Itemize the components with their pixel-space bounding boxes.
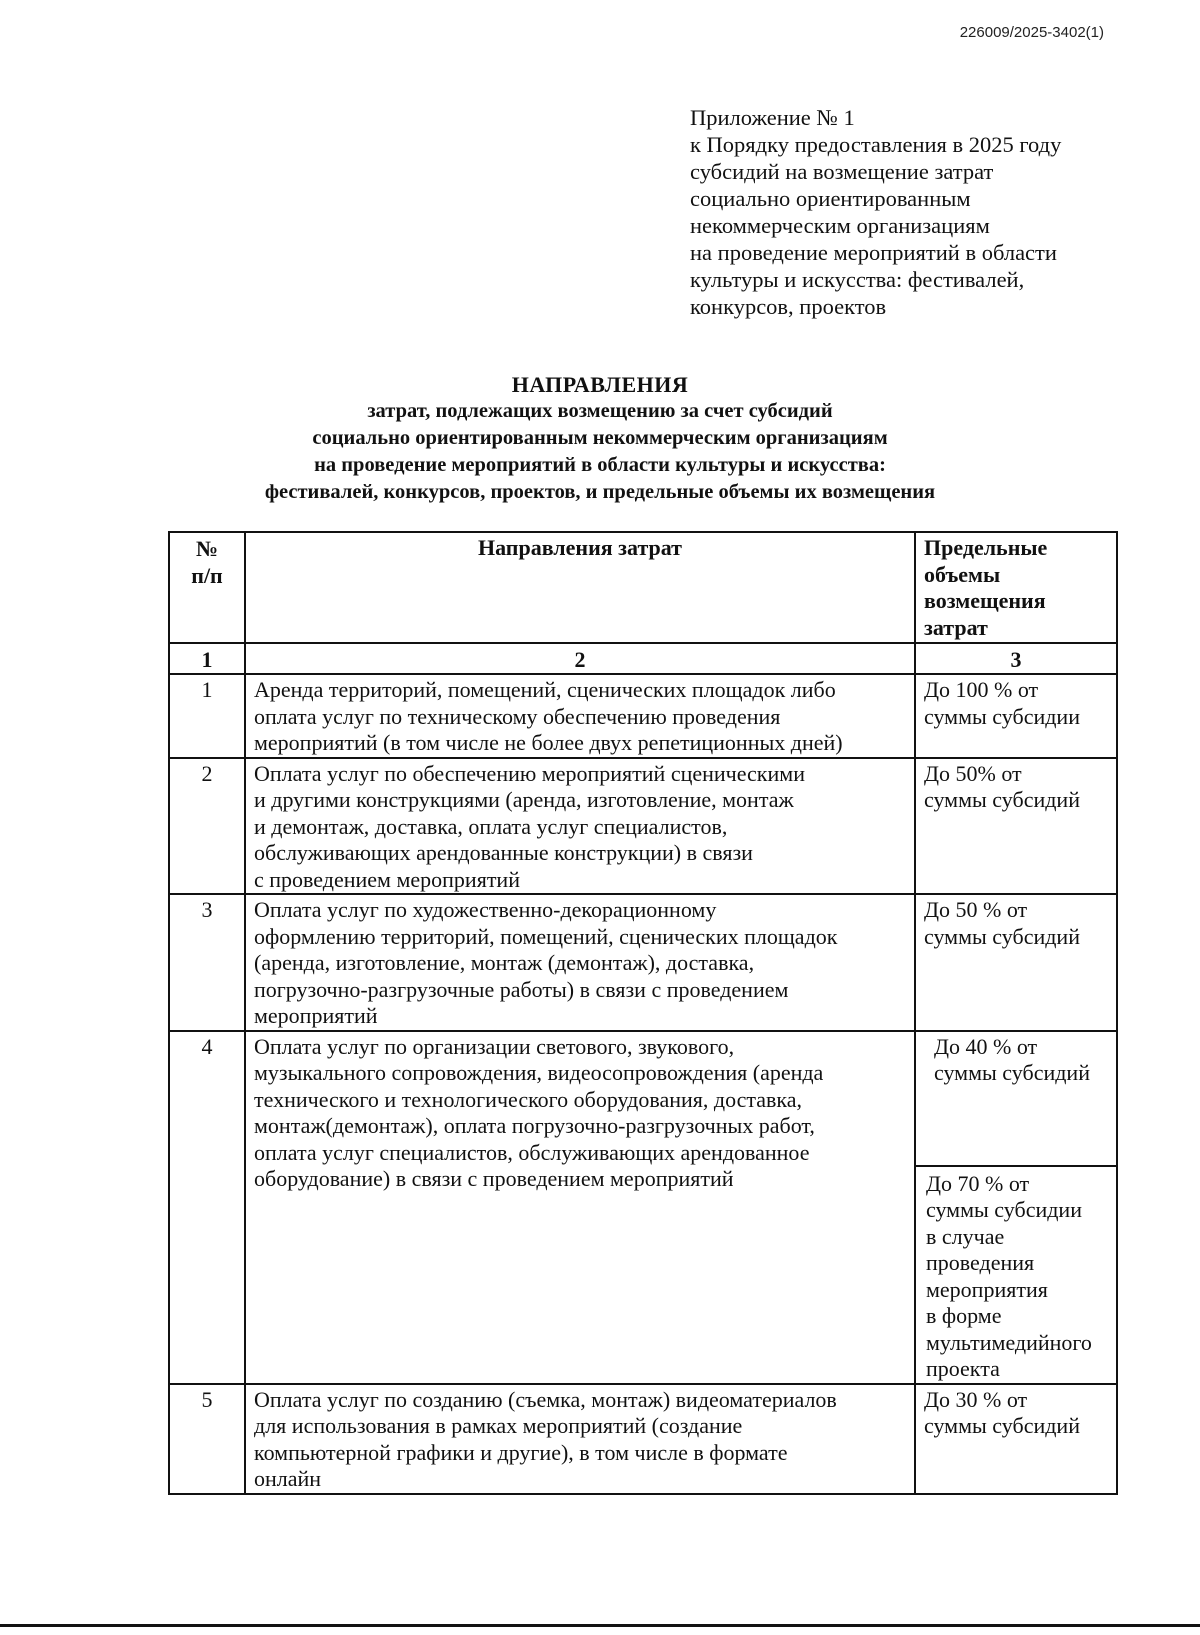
limit-line: суммы субсидии (924, 703, 1080, 729)
document-title (0, 371, 1200, 506)
table-row (169, 1031, 1117, 1384)
direction-line: Оплата услуг по созданию (съемка, монтаж) видеоматериалов (254, 1386, 837, 1412)
direction-line: с проведением мероприятий (254, 866, 520, 892)
row-direction (245, 894, 915, 1031)
limit-line: в форме (926, 1303, 1002, 1328)
limit-line: До 50% от (924, 760, 1022, 786)
row-direction (245, 1384, 915, 1494)
annex-line: на проведение мероприятий в области (690, 240, 1057, 265)
column-number: 3 (915, 643, 1117, 674)
direction-line: (аренда, изготовление, монтаж (демонтаж), доставка, (254, 950, 755, 975)
row-limit (915, 1384, 1117, 1494)
document-registration-number: 226009/2025-3402(1) (959, 24, 1104, 41)
limit-line: До 30 % от (924, 1386, 1028, 1412)
table-row (169, 758, 1117, 895)
annex-line: конкурсов, проектов (690, 294, 887, 319)
limit-line: в случае (926, 1223, 1005, 1249)
header-limit-line: объемы (924, 561, 1001, 587)
table-row (169, 1384, 1117, 1494)
header-limit-line: затрат (924, 614, 988, 640)
table-header-row (169, 532, 1117, 643)
cost-directions-table (168, 531, 1118, 1495)
limit-line: мероприятия (926, 1276, 1048, 1302)
direction-line: компьютерной графики и другие), в том числе в формате (254, 1439, 788, 1465)
direction-line: и демонтаж, доставка, оплата услуг специалистов, (254, 813, 728, 839)
direction-line: онлайн (254, 1466, 322, 1491)
limit-line: суммы субсидий (924, 923, 1080, 949)
title-subline: фестивалей, конкурсов, проектов, и предельные объемы их возмещения (264, 481, 936, 503)
limit-line: суммы субсидии (926, 1197, 1082, 1222)
table-row (169, 674, 1117, 758)
annex-heading (690, 104, 1160, 320)
header-number-line: п/п (191, 563, 223, 588)
limit-line: До 70 % от (926, 1170, 1030, 1196)
direction-line: мероприятий (в том числе не более двух репетиционных дней) (254, 730, 843, 755)
direction-line: музыкального сопровождения, видеосопровождения (аренда (254, 1060, 824, 1085)
direction-line: монтаж(демонтаж), оплата погрузочно-разгрузочных работ, (254, 1113, 815, 1138)
row-number: 3 (169, 894, 245, 1031)
header-direction: Направления затрат (245, 532, 915, 643)
limit-line: суммы субсидий (924, 787, 1080, 812)
column-number-row (169, 643, 1117, 674)
header-number (169, 532, 245, 643)
direction-line: оплата услуг по техническому обеспечению проведения (254, 703, 781, 729)
limit-line: суммы субсидий (934, 1060, 1090, 1085)
row-number: 1 (169, 674, 245, 758)
row-limit (915, 674, 1117, 758)
direction-line: для использования в рамках мероприятий (создание (254, 1413, 743, 1438)
header-limit-line: возмещения (924, 588, 1046, 613)
direction-line: Оплата услуг по обеспечению мероприятий сценическими (254, 760, 805, 786)
column-number: 1 (169, 643, 245, 674)
direction-line: обслуживающих арендованные конструкции) в связи (254, 840, 753, 865)
annex-line: субсидий на возмещение затрат (690, 159, 994, 184)
row-limit (916, 1032, 1116, 1167)
row-limit-split (915, 1031, 1117, 1384)
annex-line: Приложение № 1 (690, 105, 855, 130)
limit-line: мультимедийного (926, 1329, 1092, 1355)
limit-line: До 100 % от (924, 677, 1039, 702)
direction-line: погрузочно-разгрузочные работы) в связи с проведением (254, 976, 789, 1002)
row-direction (245, 1031, 915, 1384)
row-limit (915, 758, 1117, 895)
row-limit-alternative (916, 1167, 1116, 1383)
limit-line: До 40 % от (934, 1033, 1038, 1059)
annex-line: некоммерческим организациям (690, 213, 990, 238)
direction-line: Оплата услуг по художественно-декорационному (254, 897, 717, 922)
header-number-line: № (195, 536, 219, 561)
header-limit-line: Предельные (924, 535, 1048, 560)
direction-line: Оплата услуг по организации светового, звукового, (254, 1033, 735, 1059)
row-limit (915, 894, 1117, 1031)
annex-line: социально ориентированным (690, 186, 971, 211)
title-subline: на проведение мероприятий в области культуры и искусства: (314, 454, 886, 476)
row-number: 4 (169, 1031, 245, 1384)
limit-line: До 50 % от (924, 897, 1028, 922)
limit-line: проведения (926, 1250, 1035, 1275)
direction-line: мероприятий (254, 1003, 378, 1028)
direction-line: оборудование) в связи с проведением мероприятий (254, 1166, 734, 1191)
direction-line: технического и технологического оборудования, доставка, (254, 1086, 803, 1112)
row-direction (245, 758, 915, 895)
row-number: 5 (169, 1384, 245, 1494)
direction-line: оплата услуг специалистов, обслуживающих арендованное (254, 1139, 810, 1165)
direction-line: Аренда территорий, помещений, сценических площадок либо (254, 677, 836, 702)
title-subline: затрат, подлежащих возмещению за счет субсидий (367, 400, 833, 422)
row-number: 2 (169, 758, 245, 895)
table-row (169, 894, 1117, 1031)
scan-edge-line (0, 1624, 1200, 1627)
title-main: НАПРАВЛЕНИЯ (511, 372, 689, 397)
title-subline: социально ориентированным некоммерческим организациям (312, 427, 888, 449)
column-number: 2 (245, 643, 915, 674)
row-direction (245, 674, 915, 758)
limit-line: суммы субсидий (924, 1413, 1080, 1438)
limit-line: проекта (926, 1356, 1000, 1381)
header-limit (915, 532, 1117, 643)
direction-line: и другими конструкциями (аренда, изготовление, монтаж (254, 787, 794, 812)
annex-line: культуры и искусства: фестивалей, (690, 267, 1025, 292)
annex-line: к Порядку предоставления в 2025 году (690, 132, 1062, 157)
direction-line: оформлению территорий, помещений, сценических площадок (254, 923, 838, 949)
